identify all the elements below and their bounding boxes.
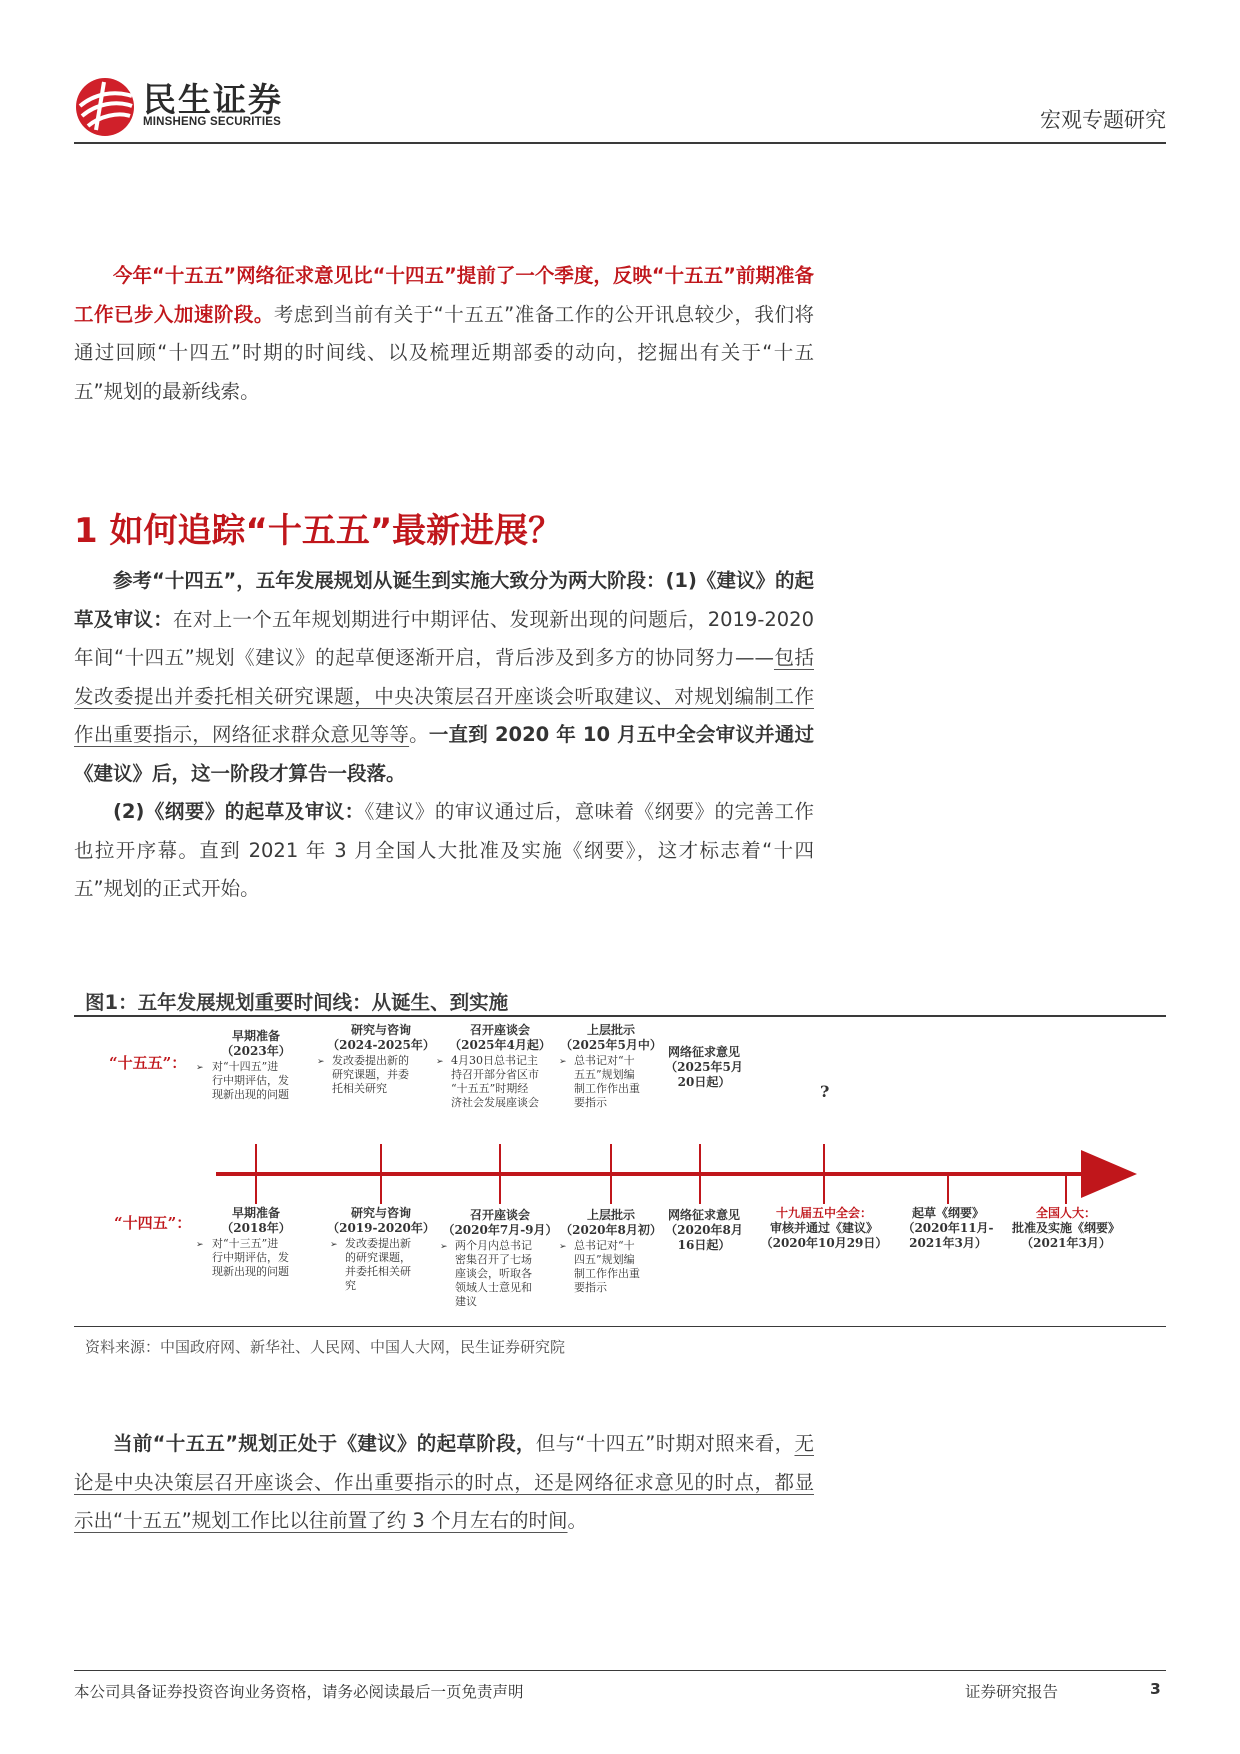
intro-highlight: 今年“十五五”网络征求意见比“十四五”提前了一个季度，反映“十五五”前期准备工作已步入加速阶段。 xyxy=(74,264,814,326)
svg-text:持召开部分省区市: 持召开部分省区市 xyxy=(451,1068,539,1081)
svg-text:十九届五中全会：: 十九届五中全会： xyxy=(775,1206,873,1220)
svg-text:（2025年5月: （2025年5月 xyxy=(665,1060,743,1074)
svg-text:（2025年5月中）: （2025年5月中） xyxy=(560,1038,662,1052)
bullet-icon: ➢ xyxy=(317,1057,325,1067)
top-event-research xyxy=(317,1022,435,1095)
unknown-plenum-mark: ? xyxy=(820,1082,830,1101)
svg-text:召开座谈会: 召开座谈会 xyxy=(469,1023,531,1037)
row-label-15th: “十五五”： xyxy=(109,1054,187,1072)
footer-report-label: 证券研究报告 xyxy=(965,1683,1059,1701)
svg-text:16日起）: 16日起） xyxy=(677,1238,731,1252)
svg-text:制工作作出重: 制工作作出重 xyxy=(574,1267,640,1280)
svg-text:行中期评估，发: 行中期评估，发 xyxy=(212,1251,289,1264)
top-event-instruction xyxy=(559,1022,662,1109)
svg-text:（2020年10月29日）: （2020年10月29日） xyxy=(760,1236,888,1250)
bullet-icon: ➢ xyxy=(196,1240,204,1250)
svg-text:网络征求意见: 网络征求意见 xyxy=(667,1045,741,1059)
svg-text:总书记对“十: 总书记对“十 xyxy=(574,1239,635,1252)
svg-text:（2018年）: （2018年） xyxy=(221,1221,291,1235)
bottom-event-research xyxy=(327,1205,435,1292)
section-paragraph-2 xyxy=(74,793,814,909)
svg-text:20日起）: 20日起） xyxy=(677,1075,731,1089)
svg-text:审核并通过《建议》: 审核并通过《建议》 xyxy=(769,1221,879,1235)
top-event-symposium xyxy=(436,1022,551,1109)
section-paragraph-1 xyxy=(74,562,814,793)
closing-paragraph xyxy=(74,1425,814,1541)
bullet-icon: ➢ xyxy=(440,1242,448,1252)
svg-text:召开座谈会: 召开座谈会 xyxy=(469,1208,531,1222)
svg-text:全国人大：: 全国人大： xyxy=(1035,1206,1097,1220)
svg-text:的研究课题，: 的研究课题， xyxy=(345,1251,411,1264)
figure-bottom-rule xyxy=(74,1326,1166,1327)
svg-text:（2020年8月初）: （2020年8月初） xyxy=(560,1223,662,1237)
svg-text:早期准备: 早期准备 xyxy=(231,1206,281,1220)
row-label-14th: “十四五”： xyxy=(114,1214,192,1232)
svg-text:起草《纲要》: 起草《纲要》 xyxy=(911,1206,985,1220)
svg-text:4月30日总书记主: 4月30日总书记主 xyxy=(451,1054,538,1067)
svg-text:五五”规划编: 五五”规划编 xyxy=(574,1068,635,1081)
svg-text:制工作作出重: 制工作作出重 xyxy=(574,1082,640,1095)
bullet-icon: ➢ xyxy=(196,1063,204,1073)
page-number: 3 xyxy=(1150,1680,1161,1698)
bottom-event-outline-draft xyxy=(902,1205,993,1250)
svg-text:2021年3月）: 2021年3月） xyxy=(909,1236,987,1250)
stage-2-text: 《建议》的审议通过后，意味着《纲要》的完善工作也拉开序幕。直到 2021 年 3 月全国人大批准及实施《纲要》，这才标志着“十四五”规划的正式开始。 xyxy=(74,800,814,900)
svg-text:（2019-2020年）: （2019-2020年） xyxy=(327,1221,435,1235)
bullet-icon: ➢ xyxy=(559,1242,567,1252)
svg-text:批准及实施《纲要》: 批准及实施《纲要》 xyxy=(1011,1221,1121,1235)
figure-title: 图1：五年发展规划重要时间线：从诞生、到实施 xyxy=(85,991,509,1014)
svg-text:两个月内总书记: 两个月内总书记 xyxy=(455,1239,532,1252)
footer-disclaimer: 本公司具备证券投资咨询业务资格，请务必阅读最后一页免责声明 xyxy=(74,1683,524,1701)
svg-text:（2025年4月起）: （2025年4月起） xyxy=(449,1038,551,1052)
svg-text:（2021年3月）: （2021年3月） xyxy=(1021,1236,1111,1250)
intro-paragraph xyxy=(74,257,814,411)
svg-text:济社会发展座谈会: 济社会发展座谈会 xyxy=(451,1096,539,1109)
svg-text:研究课题，并委: 研究课题，并委 xyxy=(332,1068,409,1081)
svg-text:四五”规划编: 四五”规划编 xyxy=(574,1253,635,1266)
svg-text:（2023年）: （2023年） xyxy=(221,1044,291,1058)
bottom-event-instruction xyxy=(559,1207,662,1294)
svg-text:发改委提出新: 发改委提出新 xyxy=(345,1237,411,1250)
svg-text:早期准备: 早期准备 xyxy=(231,1029,281,1043)
header-divider xyxy=(74,142,1166,144)
bottom-event-online-consult xyxy=(665,1207,743,1252)
svg-text:研究与咨询: 研究与咨询 xyxy=(350,1206,412,1220)
figure-source: 资料来源：中国政府网、新华社、人民网、中国人大网，民生证券研究院 xyxy=(85,1338,566,1356)
svg-text:要指示: 要指示 xyxy=(574,1096,607,1109)
timeline-diagram xyxy=(74,1022,1166,1312)
svg-text:网络征求意见: 网络征求意见 xyxy=(667,1208,741,1222)
top-event-online-consult xyxy=(665,1044,743,1089)
bullet-icon: ➢ xyxy=(330,1240,338,1250)
page-header xyxy=(0,0,1240,150)
bottom-event-symposium xyxy=(440,1207,558,1308)
top-event-early-prep xyxy=(196,1028,291,1101)
svg-text:上层批示: 上层批示 xyxy=(586,1208,636,1222)
svg-text:密集召开了七场: 密集召开了七场 xyxy=(455,1253,532,1266)
closing-bold: 当前“十五五”规划正处于《建议》的起草阶段， xyxy=(113,1432,536,1455)
stage-1-underlined: 包括发改委提出并委托相关研究课题，中央决策层召开座谈会听取建议、对规划编制工作作出重要指示，网络征求群众意见等等 xyxy=(74,646,814,746)
svg-text:（2024-2025年）: （2024-2025年） xyxy=(327,1038,435,1052)
svg-text:总书记对“十: 总书记对“十 xyxy=(574,1054,635,1067)
svg-text:并委托相关研: 并委托相关研 xyxy=(345,1265,411,1278)
svg-text:托相关研究: 托相关研究 xyxy=(332,1082,387,1095)
stage-1-conclusion: 一直到 2020 年 10 月五中全会审议并通过《建议》后，这一阶段才算告一段落。 xyxy=(74,723,814,785)
logo-english-name: MINSHENG SECURITIES xyxy=(143,116,281,128)
svg-text:对“十四五”进: 对“十四五”进 xyxy=(212,1060,279,1073)
bullet-icon: ➢ xyxy=(559,1057,567,1067)
svg-text:研究与咨询: 研究与咨询 xyxy=(350,1023,412,1037)
closing-punct: 。 xyxy=(567,1509,588,1532)
stage-2-label: (2)《纲要》的起草及审议： xyxy=(113,800,365,823)
report-type-label: 宏观专题研究 xyxy=(1040,108,1166,132)
svg-text:行中期评估，发: 行中期评估，发 xyxy=(212,1074,289,1087)
figure-top-rule xyxy=(74,1015,1166,1017)
minsheng-logo-icon xyxy=(74,76,136,138)
svg-text:要指示: 要指示 xyxy=(574,1281,607,1294)
svg-text:座谈会，听取各: 座谈会，听取各 xyxy=(455,1267,532,1280)
svg-text:（2020年11月-: （2020年11月- xyxy=(902,1221,994,1235)
svg-text:对“十三五”进: 对“十三五”进 xyxy=(212,1237,279,1250)
svg-text:（2020年7月-9月）: （2020年7月-9月） xyxy=(442,1223,558,1237)
svg-text:“十五五”时期经: “十五五”时期经 xyxy=(451,1082,529,1095)
footer-divider xyxy=(74,1670,1166,1671)
svg-text:上层批示: 上层批示 xyxy=(586,1023,636,1037)
bottom-event-plenum xyxy=(761,1205,888,1250)
svg-text:建议: 建议 xyxy=(455,1295,477,1308)
bullet-icon: ➢ xyxy=(436,1057,444,1067)
bottom-event-npc xyxy=(1012,1205,1120,1250)
stage-1-label: 参考“十四五”，五年发展规划从诞生到实施大致分为两大阶段：(1)《建议》的起草及审议： xyxy=(74,569,814,631)
svg-text:现新出现的问题: 现新出现的问题 xyxy=(212,1265,289,1278)
stage-1-text: 在对上一个五年规划期进行中期评估、发现新出现的问题后，2019-2020 年间“十四五”规划《建议》的起草便逐渐开启，背后涉及到多方的协同努力—— xyxy=(74,607,814,669)
closing-underlined: 无论是中央决策层召开座谈会、作出重要指示的时点，还是网络征求意见的时点，都显示出“十五五”规划工作比以往前置了约 3 个月左右的时间 xyxy=(74,1432,814,1532)
closing-text: 但与“十四五”时期对照来看， xyxy=(535,1432,795,1455)
bottom-event-early-prep xyxy=(196,1205,291,1278)
svg-text:究: 究 xyxy=(345,1279,356,1292)
svg-text:（2020年8月: （2020年8月 xyxy=(665,1223,743,1237)
svg-text:现新出现的问题: 现新出现的问题 xyxy=(212,1088,289,1101)
stage-1-punct: 。 xyxy=(409,723,429,746)
intro-text: 考虑到当前有关于“十五五”准备工作的公开讯息较少，我们将通过回顾“十四五”时期的时间线、以及梳理近期部委的动向，挖掘出有关于“十五五”规划的最新线索。 xyxy=(74,302,814,403)
svg-text:领域人士意见和: 领域人士意见和 xyxy=(455,1281,532,1294)
logo-chinese-name: 民生证券 xyxy=(143,80,283,119)
section-heading: 1 如何追踪“十五五”最新进展？ xyxy=(74,511,563,551)
svg-text:发改委提出新的: 发改委提出新的 xyxy=(332,1054,409,1067)
